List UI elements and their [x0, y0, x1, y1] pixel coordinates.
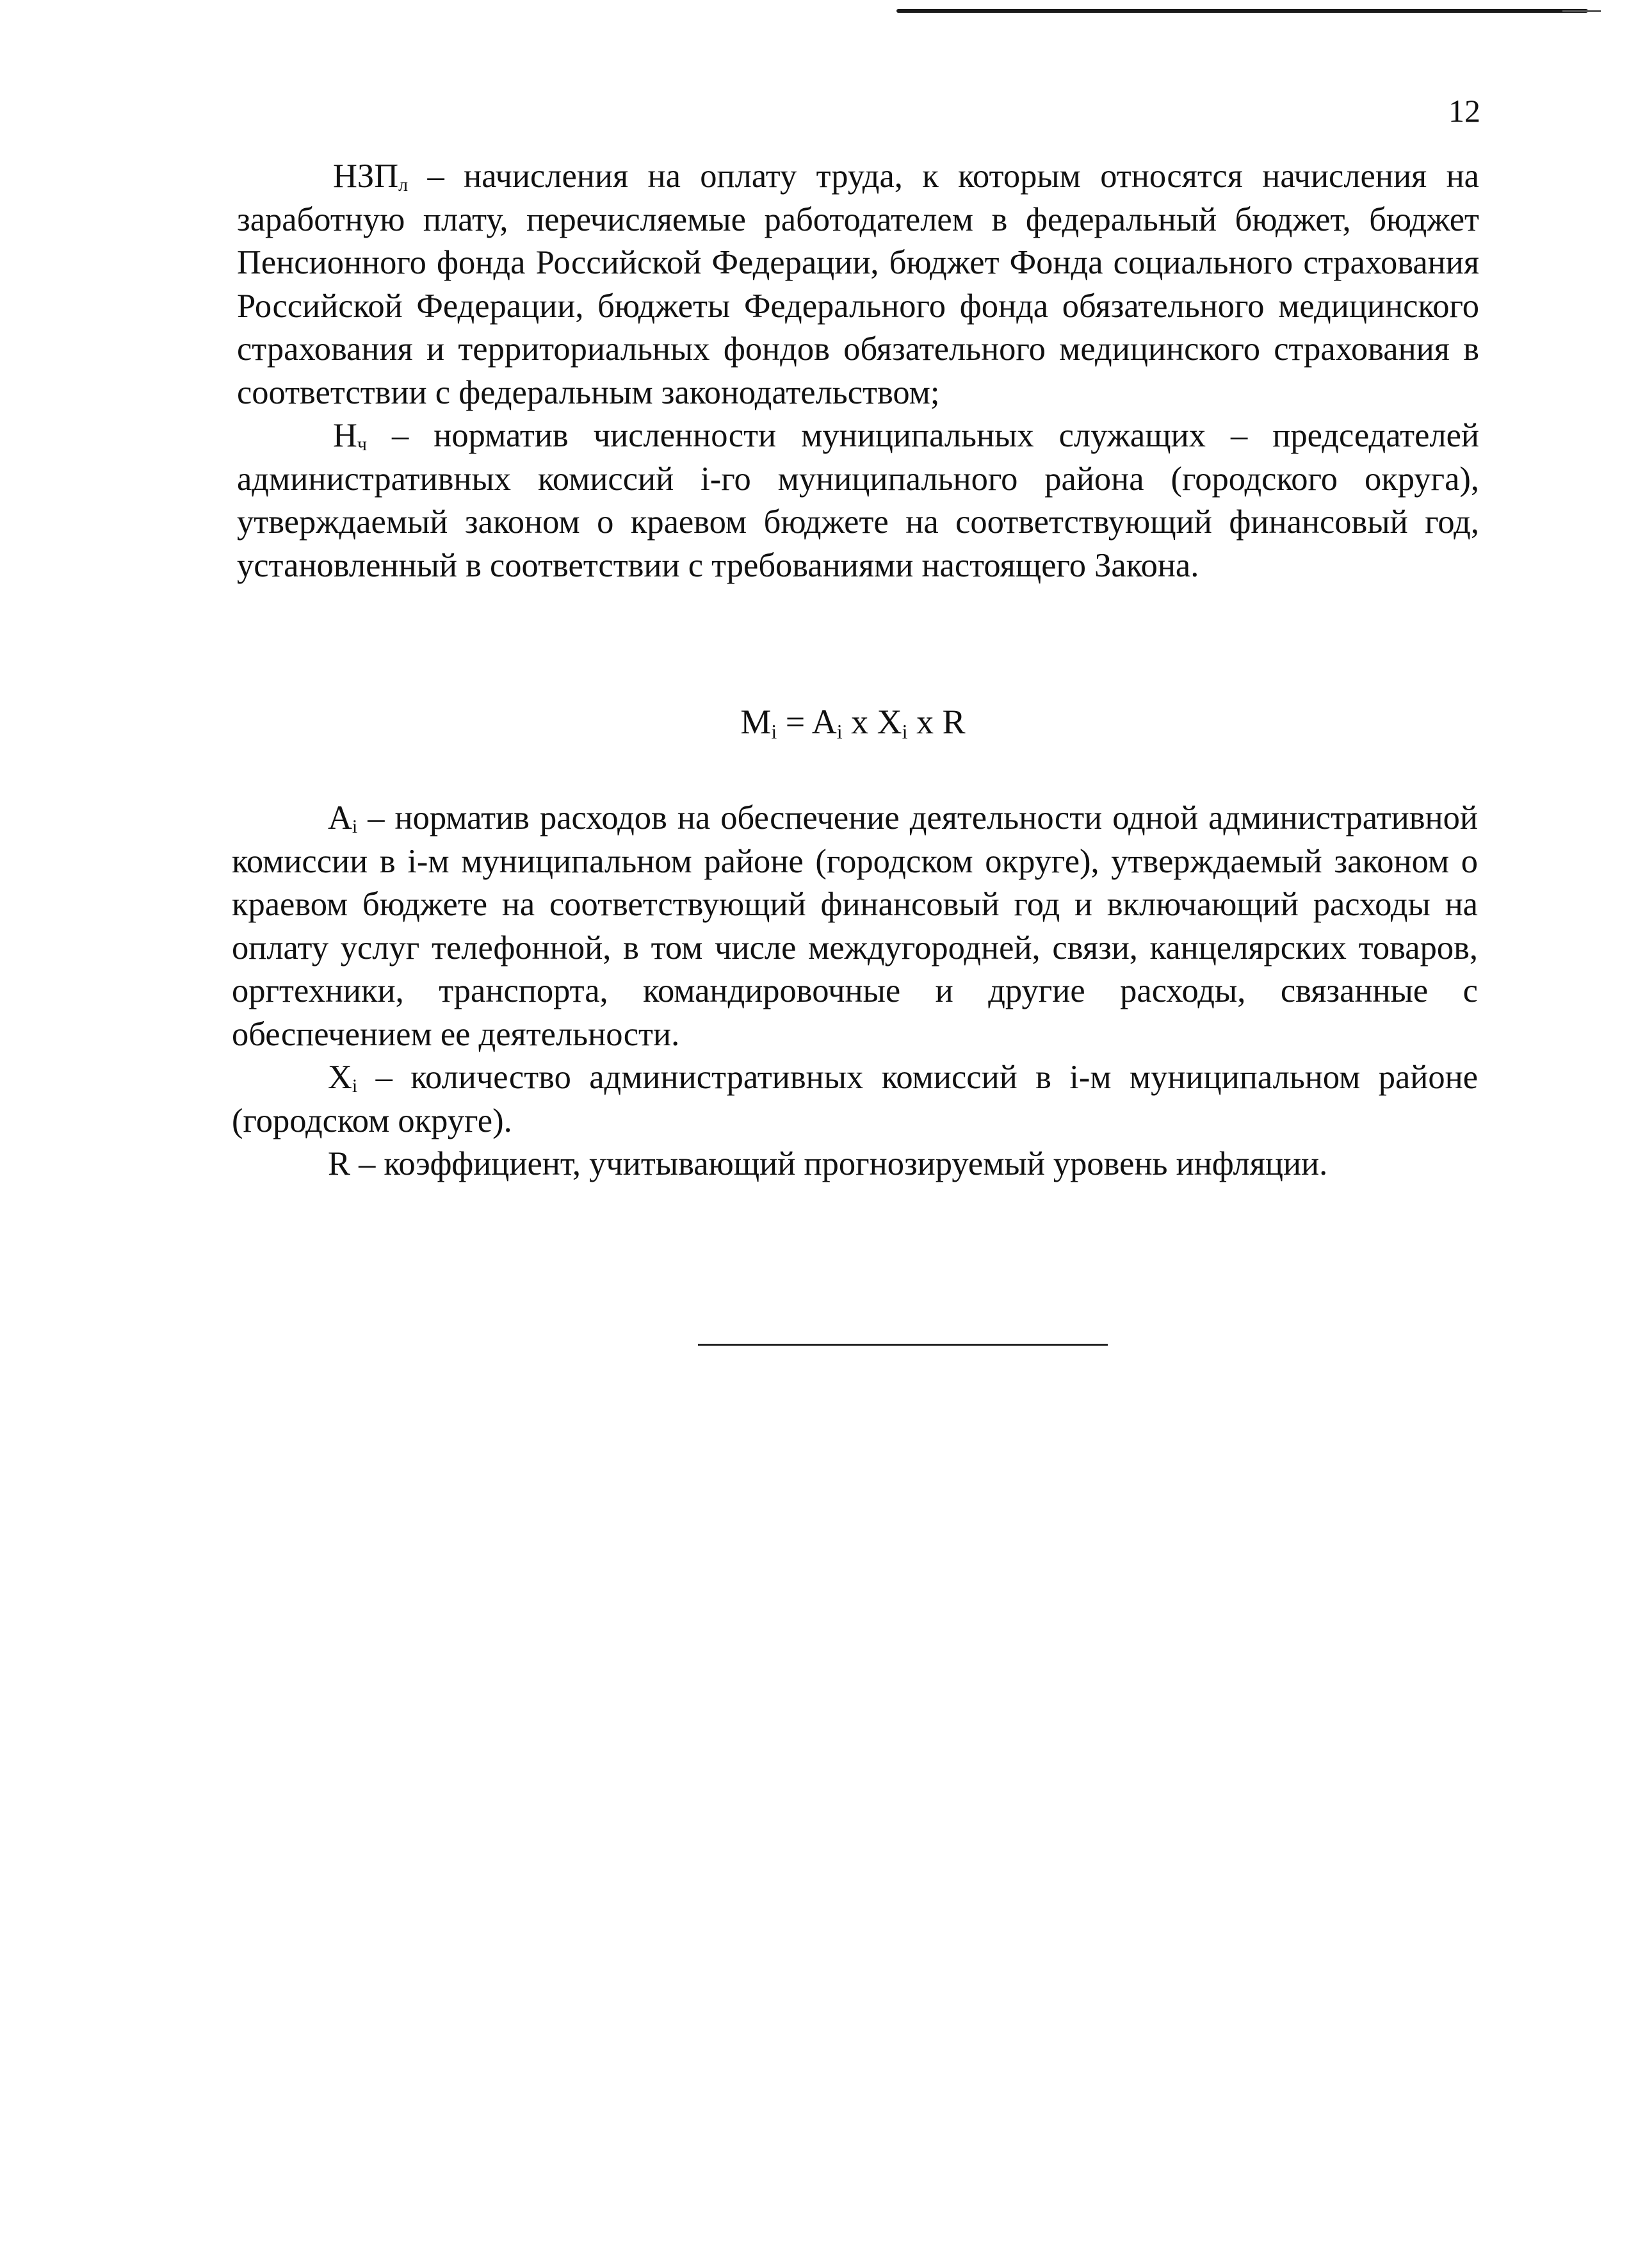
- page-number: 12: [1448, 93, 1480, 129]
- definition-symbol: $A_i$: [328, 799, 358, 837]
- definition-text: – коэффициент, учитывающий прогнозируемый уровень инфляции.: [350, 1145, 1328, 1182]
- end-separator-line: [698, 1344, 1108, 1346]
- top-scan-rule: [896, 9, 1588, 13]
- definition-text: – количество административных комиссий в i-м муниципальном районе (городском округе).: [232, 1059, 1478, 1139]
- definition-r: [232, 1143, 1478, 1186]
- definition-symbol: $X_i$: [328, 1059, 358, 1097]
- definitions-bottom: [232, 797, 1478, 1186]
- definition-text: – начисления на оплату труда, к которым относятся начисления на заработную плату, перечисляемые работодателем в федеральный бюджет, бюджет Пенсионного фонда Российской Федерации, бюджет Фонда социального страхования Российской Федерации, бюджеты Федерального фонда обязательного медицинского страхования и территориальных фондов обязательного медицинского страхования в соответствии с федеральным законодательством;: [237, 158, 1479, 411]
- definition-symbol: $НЗП_л$: [333, 158, 409, 195]
- definition-text: – норматив расходов на обеспечение деятельности одной административной комиссии в i-м муниципальном районе (городском округе), утверждаемый законом о краевом бюджете на соответствующий финансовый год и включающий расходы на оплату услуг телефонной, в том числе междугородней, связи, канцелярских товаров, оргтехники, транспорта, командировочные и другие расходы, связанные с обеспечением ее деятельности.: [232, 799, 1478, 1053]
- definition-symbol: $Н_ч$: [333, 417, 368, 455]
- definition-x: [232, 1056, 1478, 1143]
- definition-symbol: R: [328, 1145, 351, 1182]
- definition-nzp: [237, 155, 1479, 414]
- formula: $M_i = A_i$ x $X_i$ x R: [740, 703, 966, 743]
- definitions-top: [237, 155, 1479, 587]
- definition-a: [232, 797, 1478, 1056]
- definition-text: – норматив численности муниципальных служащих – председателей административных комиссий i-го муниципального района (городского округа), утверждаемый законом о краевом бюджете на соответствующий финансовый год, установленный в соответствии с требованиями настоящего Закона.: [237, 417, 1479, 584]
- definition-nch: [237, 414, 1479, 587]
